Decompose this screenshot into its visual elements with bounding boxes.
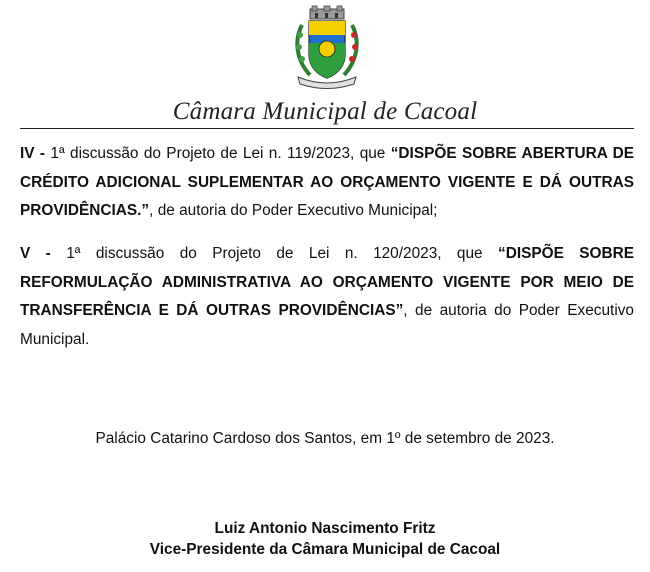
- coat-of-arms-icon: [292, 5, 362, 89]
- signature-block: [0, 518, 650, 560]
- item-subject: “DISPÕE SOBRE ABERTURA DE CRÉDITO ADICIONAL SUPLEMENTAR AO ORÇAMENTO VIGENTE E DÁ OUTRAS PROVIDÊNCIAS.”: [20, 145, 634, 219]
- page-title: Câmara Municipal de Cacoal: [172, 98, 478, 125]
- item-authorship: , de autoria do Poder Executivo Municipal;: [149, 202, 438, 219]
- item-authorship: , de autoria do Poder Executivo Municipal.: [20, 302, 634, 348]
- item-subject: “DISPÕE SOBRE REFORMULAÇÃO ADMINISTRATIVA AO ORÇAMENTO VIGENTE POR MEIO DE TRANSFERÊNCIA E DÁ OUTRAS PROVIDÊNCIAS”: [20, 245, 634, 319]
- place-date: Palácio Catarino Cardoso dos Santos, em 1º de setembro de 2023.: [95, 430, 555, 447]
- agenda-item-v: [20, 240, 634, 354]
- item-text: 1ª discussão do Projeto de Lei n. 119/2023, que: [50, 145, 391, 162]
- item-numeral: IV -: [20, 145, 46, 162]
- signatory-name: Luiz Antonio Nascimento Fritz: [214, 520, 436, 537]
- item-text: 1ª discussão do Projeto de Lei n. 120/2023, que: [66, 245, 499, 262]
- item-numeral: V -: [20, 245, 51, 262]
- header-divider: [20, 128, 634, 129]
- signatory-role: Vice-Presidente da Câmara Municipal de Cacoal: [149, 541, 501, 558]
- agenda-item-iv: [20, 140, 634, 226]
